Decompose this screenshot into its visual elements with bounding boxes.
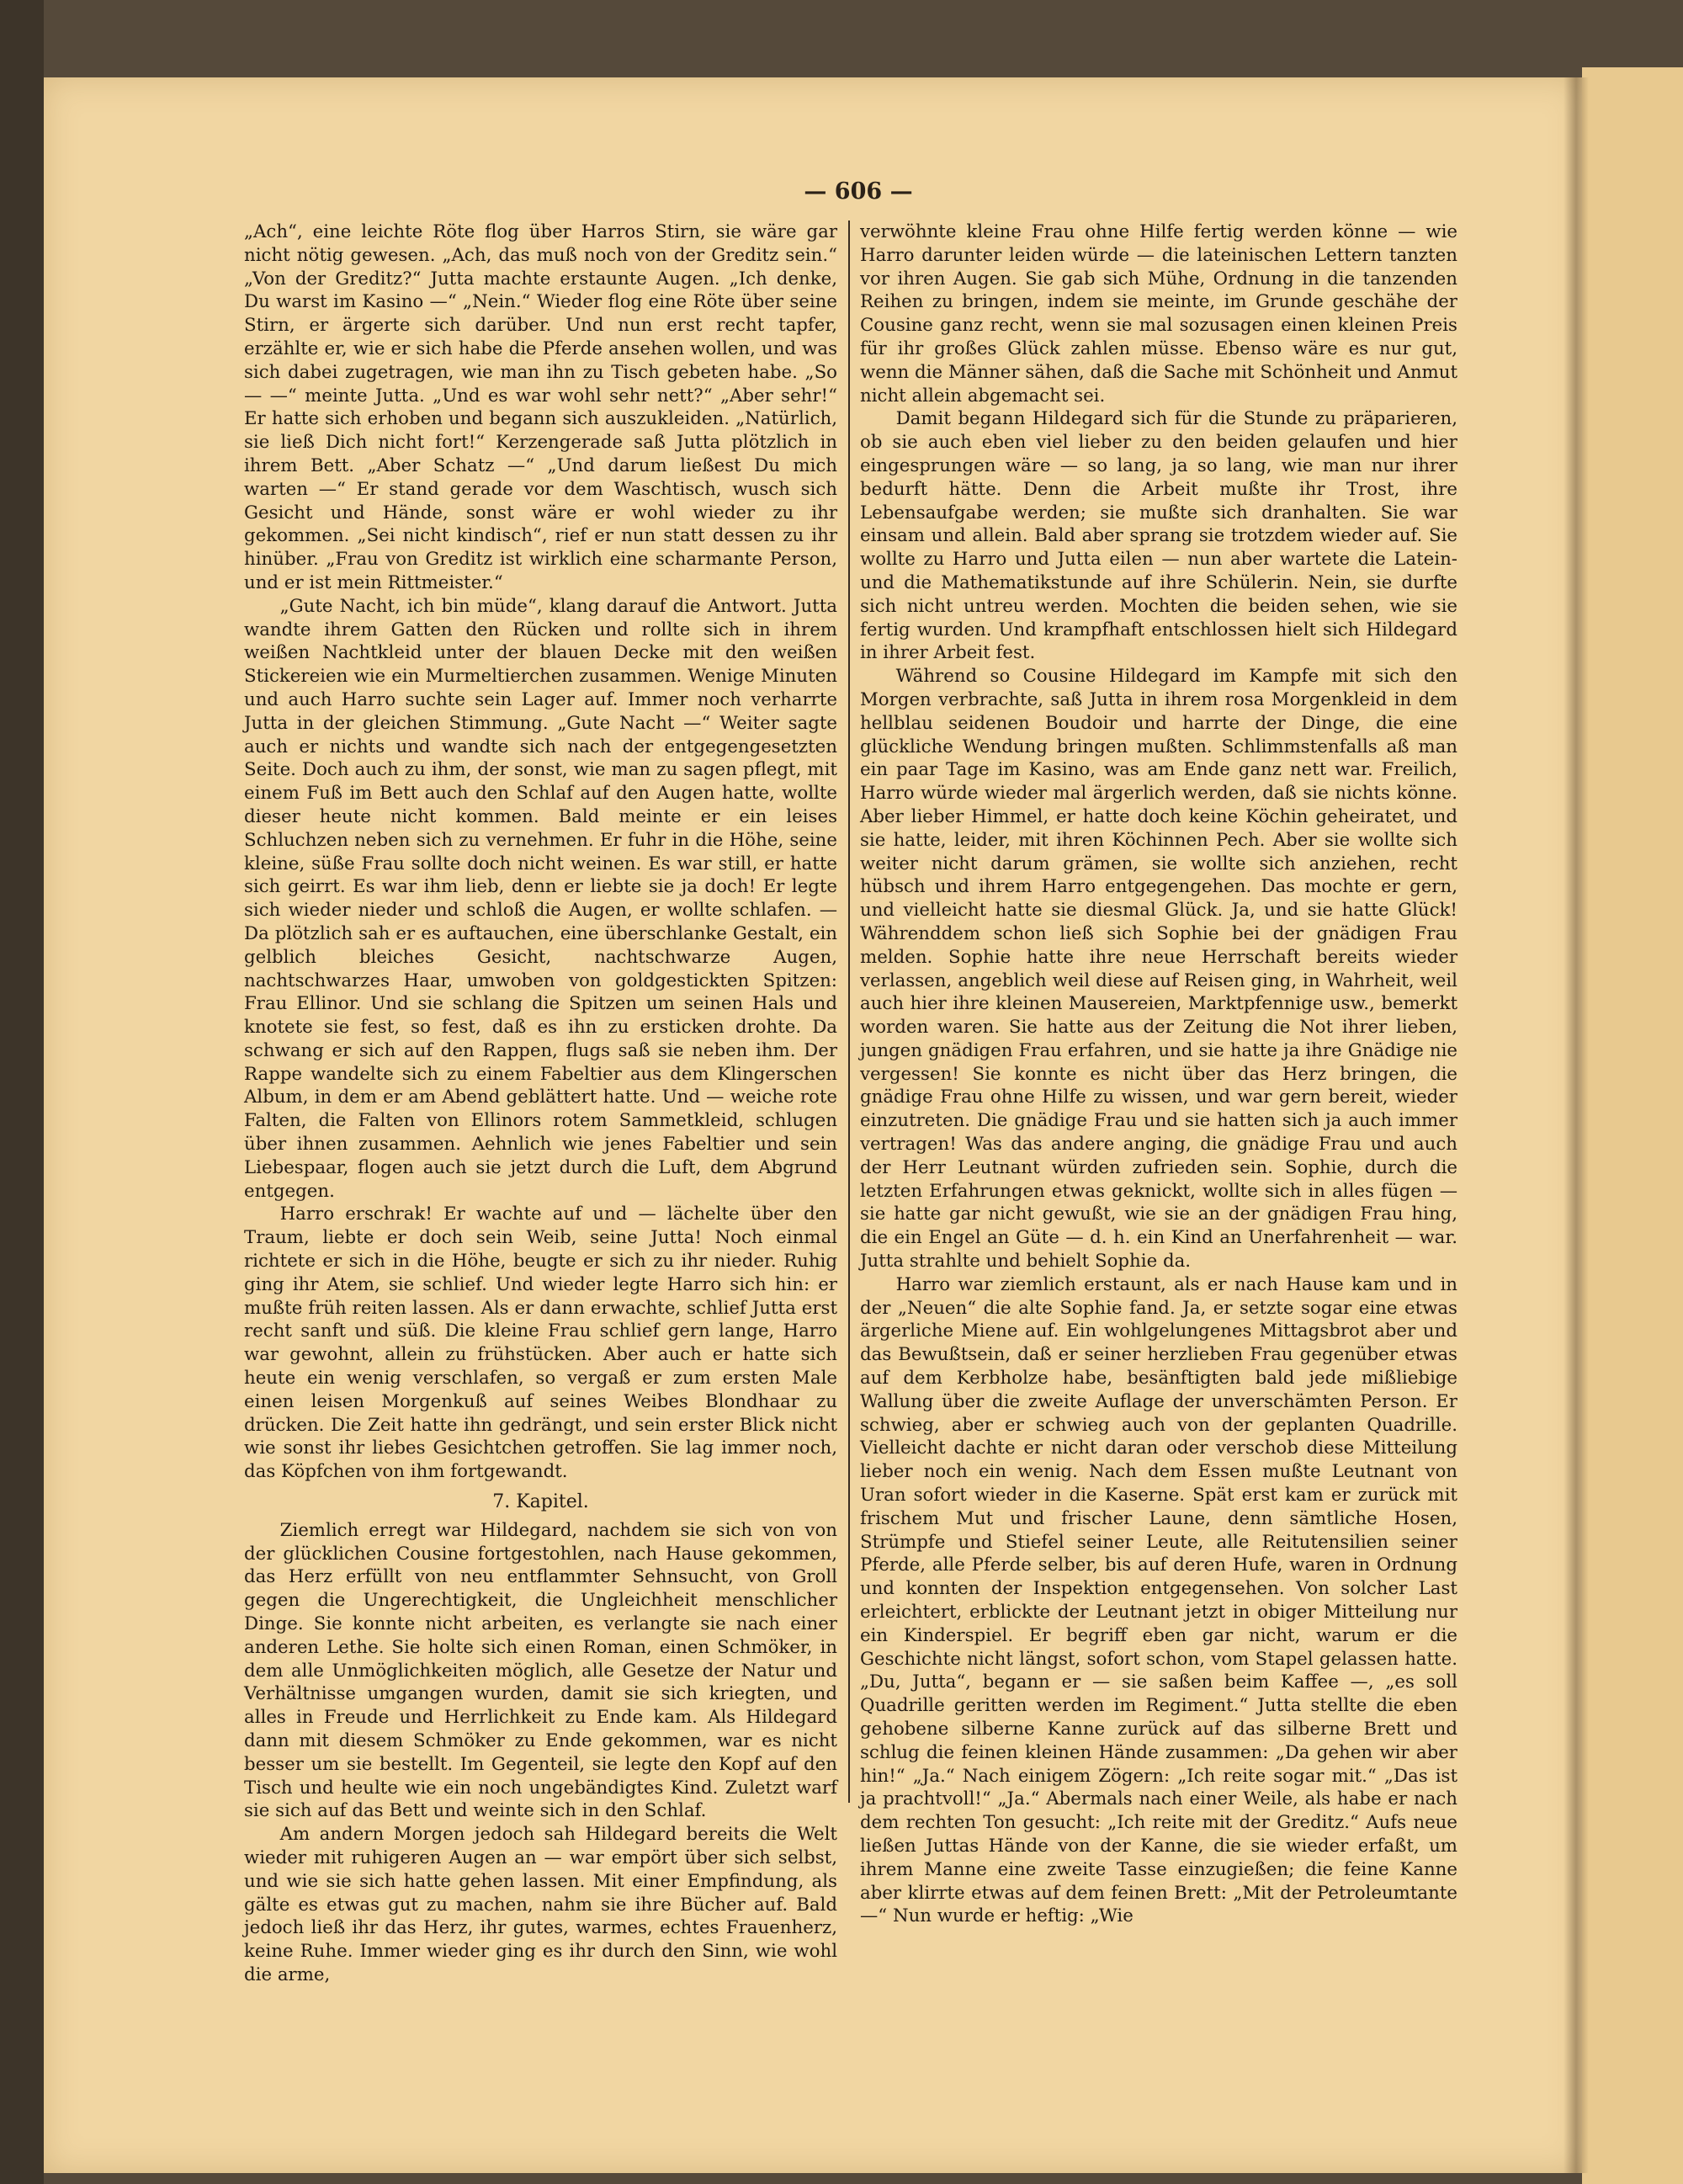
paragraph: Damit begann Hildegard sich für die Stunde zu präparieren, ob sie auch eben viel lieber zu den beiden gelaufen und hier eingesprungen wäre — so lang, ja so lang, wie man nur ihrer bedurft hätte. Denn die Arbeit mußte ihr Trost, ihre Lebensaufgabe werden; sie mußte sich dranhalten. Sie war einsam und allein. Bald aber sprang sie trotzdem wieder auf. Sie wollte zu Harro und Jutta eilen — nun aber wartete die Latein- und die Mathematikstunde auf ihre Schülerin. Nein, sie durfte sich nicht untreu werden. Mochten die beiden sehen, wie sie fertig wurden. Und krampfhaft entschlossen hielt sich Hildegard in ihrer Arbeit fest.: [860, 408, 1457, 664]
paragraph: Harro erschrak! Er wachte auf und — lächelte über den Traum, liebte er doch sein Weib, seine Jutta! Noch einmal richtete er sich in die Höhe, beugte er sich zu ihr nieder. Ruhig ging ihr Atem, sie schlief. Und wieder legte Harro sich hin: er mußte früh reiten lassen. Als er dann erwachte, schlief Jutta erst recht sanft und süß. Die kleine Frau schlief gern lange, Harro war gewohnt, allein zu frühstücken. Aber auch er hatte sich heute ein wenig verschlafen, so vergaß er zum ersten Male einen leisen Morgenkuß auf seines Weibes Blondhaar zu drücken. Die Zeit hatte ihn gedrängt, und sein erster Blick nicht wie sonst ihr liebes Gesichtchen getroffen. Sie lag immer noch, das Köpfchen von ihm fortgewandt.: [244, 1204, 837, 1483]
chapter-heading: 7. Kapitel.: [492, 1491, 589, 1513]
paragraph: Während so Cousine Hildegard im Kampfe mit sich den Morgen verbrachte, saß Jutta in ihrem rosa Morgenkleid in dem hellblau seidenen Boudoir und harrte der Dinge, die eine glückliche Wendung bringen mußten. Schlimmstenfalls aß man ein paar Tage im Kasino, was am Ende ganz nett war. Freilich, Harro würde wieder mal ärgerlich werden, daß sie nichts könne. Aber lieber Himmel, er hatte doch keine Köchin geheiratet, und sie hatte, leider, mit ihren Köchinnen Pech. Aber sie wollte sich weiter nicht darum grämen, sie wollte sich anziehen, recht hübsch und ihrem Harro entgegengehen. Das mochte er gern, und vielleicht hatte sie diesmal Glück. Ja, und sie hatte Glück! Währenddem schon ließ sich Sophie bei der gnädigen Frau melden. Sophie hatte ihre neue Herrschaft bereits wieder verlassen, angeblich weil diese auf Reisen ging, in Wahrheit, weil auch hier ihre kleinen Mausereien, Marktpfennige usw., bemerkt worden waren. Sie hatte aus der Zeitung die Not ihrer lieben, jungen gnädigen Frau erfahren, und sie hatte ja ihre Gnädige nie vergessen! Sie konnte es nicht über das Herz bringen, die gnädige Frau ohne Hilfe zu wissen, und war gern bereit, wieder einzutreten. Die gnädige Frau und sie hatten sich ja auch immer vertragen! Was das andere anging, die gnädige Frau und auch der Herr Leutnant würden zufrieden sein. Sophie, durch die letzten Erfahrungen etwas geknickt, wollte sich in alles fügen — sie hatte gar nicht gewußt, wie sie an der gnädigen Frau hing, die ein Engel an Güte — d. h. ein Kind an Unerfahrenheit — war. Jutta strahlte und behielt Sophie da.: [860, 666, 1457, 1273]
scan-background-left: [0, 0, 44, 2184]
paragraph: Am andern Morgen jedoch sah Hildegard bereits die Welt wieder mit ruhigeren Augen an — war empört über sich selbst, und wie sie sich hatte gehen lassen. Mit einer Empfindung, als gälte es etwas gut zu machen, nahm sie ihre Bücher auf. Bald jedoch ließ ihr das Herz, ihr gutes, warmes, echtes Frauenherz, keine Ruhe. Immer wieder ging es ihr durch den Sinn, wie wohl die arme,: [244, 1824, 837, 1985]
paragraph: „Ach“, eine leichte Röte flog über Harros Stirn, sie wäre gar nicht nötig gewesen. „Ach, das muß noch von der Greditz sein.“ „Von der Greditz?“ Jutta machte erstaunte Augen. „Ich denke, Du warst im Kasino —“ „Nein.“ Wieder flog eine Röte über seine Stirn, er ärgerte sich darüber. Und nun erst recht tapfer, erzählte er, wie er sich habe die Pferde ansehen wollen, und was sich dabei zugetragen, wie man ihn zu Tisch gebeten habe. „So — —“ meinte Jutta. „Und es war wohl sehr nett?“ „Aber sehr!“ Er hatte sich erhoben und begann sich auszukleiden. „Natürlich, sie ließ Dich nicht fort!“ Kerzengerade saß Jutta plötzlich in ihrem Bett. „Aber Schatz —“ „Und darum ließest Du mich warten —“ Er stand gerade vor dem Waschtisch, wusch sich Gesicht und Hände, sonst wäre er wohl wieder zu ihr gekommen. „Sei nicht kindisch“, rief er nun statt dessen zu ihr hinüber. „Frau von Greditz ist wirklich eine scharmante Person, und er ist mein Rittmeister.“: [244, 221, 837, 593]
paragraph: verwöhnte kleine Frau ohne Hilfe fertig werden könne — wie Harro darunter leiden würde — die lateinischen Lettern tanzten vor ihren Augen. Sie gab sich Mühe, Ordnung in die tanzenden Reihen zu bringen, indem sie meinte, im Grunde geschähe der Cousine ganz recht, wenn sie mal sozusagen einen kleinen Preis für ihr großes Glück zahlen müsse. Ebenso wäre es nur gut, wenn die Männer sähen, daß die Sache mit Schönheit und Anmut nicht allein abgemacht sei.: [860, 221, 1457, 407]
paragraph: Ziemlich erregt war Hildegard, nachdem sie sich von von der glücklichen Cousine fortgestohlen, nach Hause gekommen, das Herz erfüllt von neu entflammter Sehnsucht, von Groll gegen die Ungerechtigkeit, die Ungleichheit menschlicher Dinge. Sie konnte nicht arbeiten, es verlangte sie nach einer anderen Lethe. Sie holte sich einen Roman, einen Schmöker, in dem alle Unmöglichkeiten möglich, alle Gesetze der Natur und Verhältnisse umgangen wurden, damit sie sich kriegten, und alles in Freude und Herrlichkeit zu Ende kam. Als Hildegard dann mit diesem Schmöker zu Ende gekommen, war es nicht besser um sie bestellt. Im Gegenteil, sie legte den Kopf auf den Tisch und heulte wie ein noch ungebändigtes Kind. Zuletzt warf sie sich auf das Bett und weinte sich in den Schlaf.: [244, 1519, 837, 1822]
page-number: — 606 —: [804, 178, 913, 205]
adjacent-page-edge: [1582, 67, 1683, 2184]
left-text-column: [244, 221, 837, 1987]
right-text-column: [860, 221, 1457, 1928]
paragraph: „Gute Nacht, ich bin müde“, klang darauf die Antwort. Jutta wandte ihrem Gatten den Rücken und rollte sich in ihrem weißen Nachtkleid unter der blauen Decke mit den weißen Stickereien wie ein Murmeltierchen zusammen. Wenige Minuten und auch Harro suchte sein Lager auf. Immer noch verharrte Jutta in der gleichen Stimmung. „Gute Nacht —“ Weiter sagte auch er nichts und wandte sich nach der entgegengesetzten Seite. Doch auch zu ihm, der sonst, wie man zu sagen pflegt, mit einem Fuß im Bett auch den Schlaf auf den Augen hatte, wollte dieser heute nicht kommen. Bald meinte er ein leises Schluchzen neben sich zu vernehmen. Er fuhr in die Höhe, seine kleine, süße Frau sollte doch nicht weinen. Es war still, er hatte sich geirrt. Es war ihm lieb, denn er liebte sie ja doch! Er legte sich wieder nieder und schloß die Augen, er wollte schlafen. — Da plötzlich sah er es auftauchen, eine überschlanke Gestalt, ein gelblich bleiches Gesicht, nachtschwarze Augen, nachtschwarzes Haar, umwoben von goldgestickten Spitzen: Frau Ellinor. Und sie schlang die Spitzen um seinen Hals und knotete sie fest, so fest, daß es ihn zu ersticken drohte. Da schwang er sich auf den Rappen, flugs saß sie neben ihm. Der Rappe wandelte sich zu einem Fabeltier aus dem Klingerschen Album, in dem er am Abend geblättert hatte. Und — weiche rote Falten, die Falten von Ellinors rotem Sammetkleid, schlugen über ihnen zusammen. Aehnlich wie jenes Fabeltier und sein Liebespaar, flogen auch sie jetzt durch die Luft, dem Abgrund entgegen.: [244, 595, 837, 1202]
column-divider: [848, 221, 850, 1803]
paragraph: Harro war ziemlich erstaunt, als er nach Hause kam und in der „Neuen“ die alte Sophie fand. Ja, er setzte sogar eine etwas ärgerliche Miene auf. Ein wohlgelungenes Mittagsbrot aber und das Bewußtsein, daß er seiner herzlieben Frau gegenüber etwas auf dem Kerbholze habe, besänftigten bald jede mißliebige Wallung über die zweite Auflage der unverschämten Person. Er schwieg, aber er schwieg auch von der geplanten Quadrille. Vielleicht dachte er nicht daran oder verschob diese Mitteilung lieber noch ein wenig. Nach dem Essen mußte Leutnant von Uran sofort wieder in die Kaserne. Spät erst kam er zurück mit frischem Mut und frischer Laune, denn sämtliche Hosen, Strümpfe und Stiefel seiner Leute, alle Reitutensilien seiner Pferde, alle Pferde selber, bis auf deren Hufe, waren in Ordnung und konnten der Inspektion entgegensehen. Von solcher Last erleichtert, erblickte der Leutnant jetzt in obiger Mitteilung nur ein Kinderspiel. Er begriff eben gar nicht, warum er die Geschichte nicht längst, sofort schon, vom Stapel gelassen hatte. „Du, Jutta“, begann er — sie saßen beim Kaffee —, „es soll Quadrille geritten werden im Regiment.“ Jutta stellte die eben gehobene silberne Kanne zurück auf das silberne Brett und schlug die feinen kleinen Hände zusammen: „Da gehen wir aber hin!“ „Ja.“ Nach einigem Zögern: „Ich reite sogar mit.“ „Das ist ja prachtvoll!“ „Ja.“ Abermals nach einer Weile, als habe er nach dem rechten Ton gesucht: „Ich reite mit der Greditz.“ Aufs neue ließen Juttas Hände von der Kanne, die sie wieder erfaßt, um ihrem Manne eine zweite Tasse einzugießen; die feine Kanne aber klirrte etwas auf dem feinen Brett: „Mit der Petroleumtante —“ Nun wurde er heftig: „Wie: [860, 1273, 1457, 1927]
page-fold-shadow: [1564, 77, 1589, 2173]
